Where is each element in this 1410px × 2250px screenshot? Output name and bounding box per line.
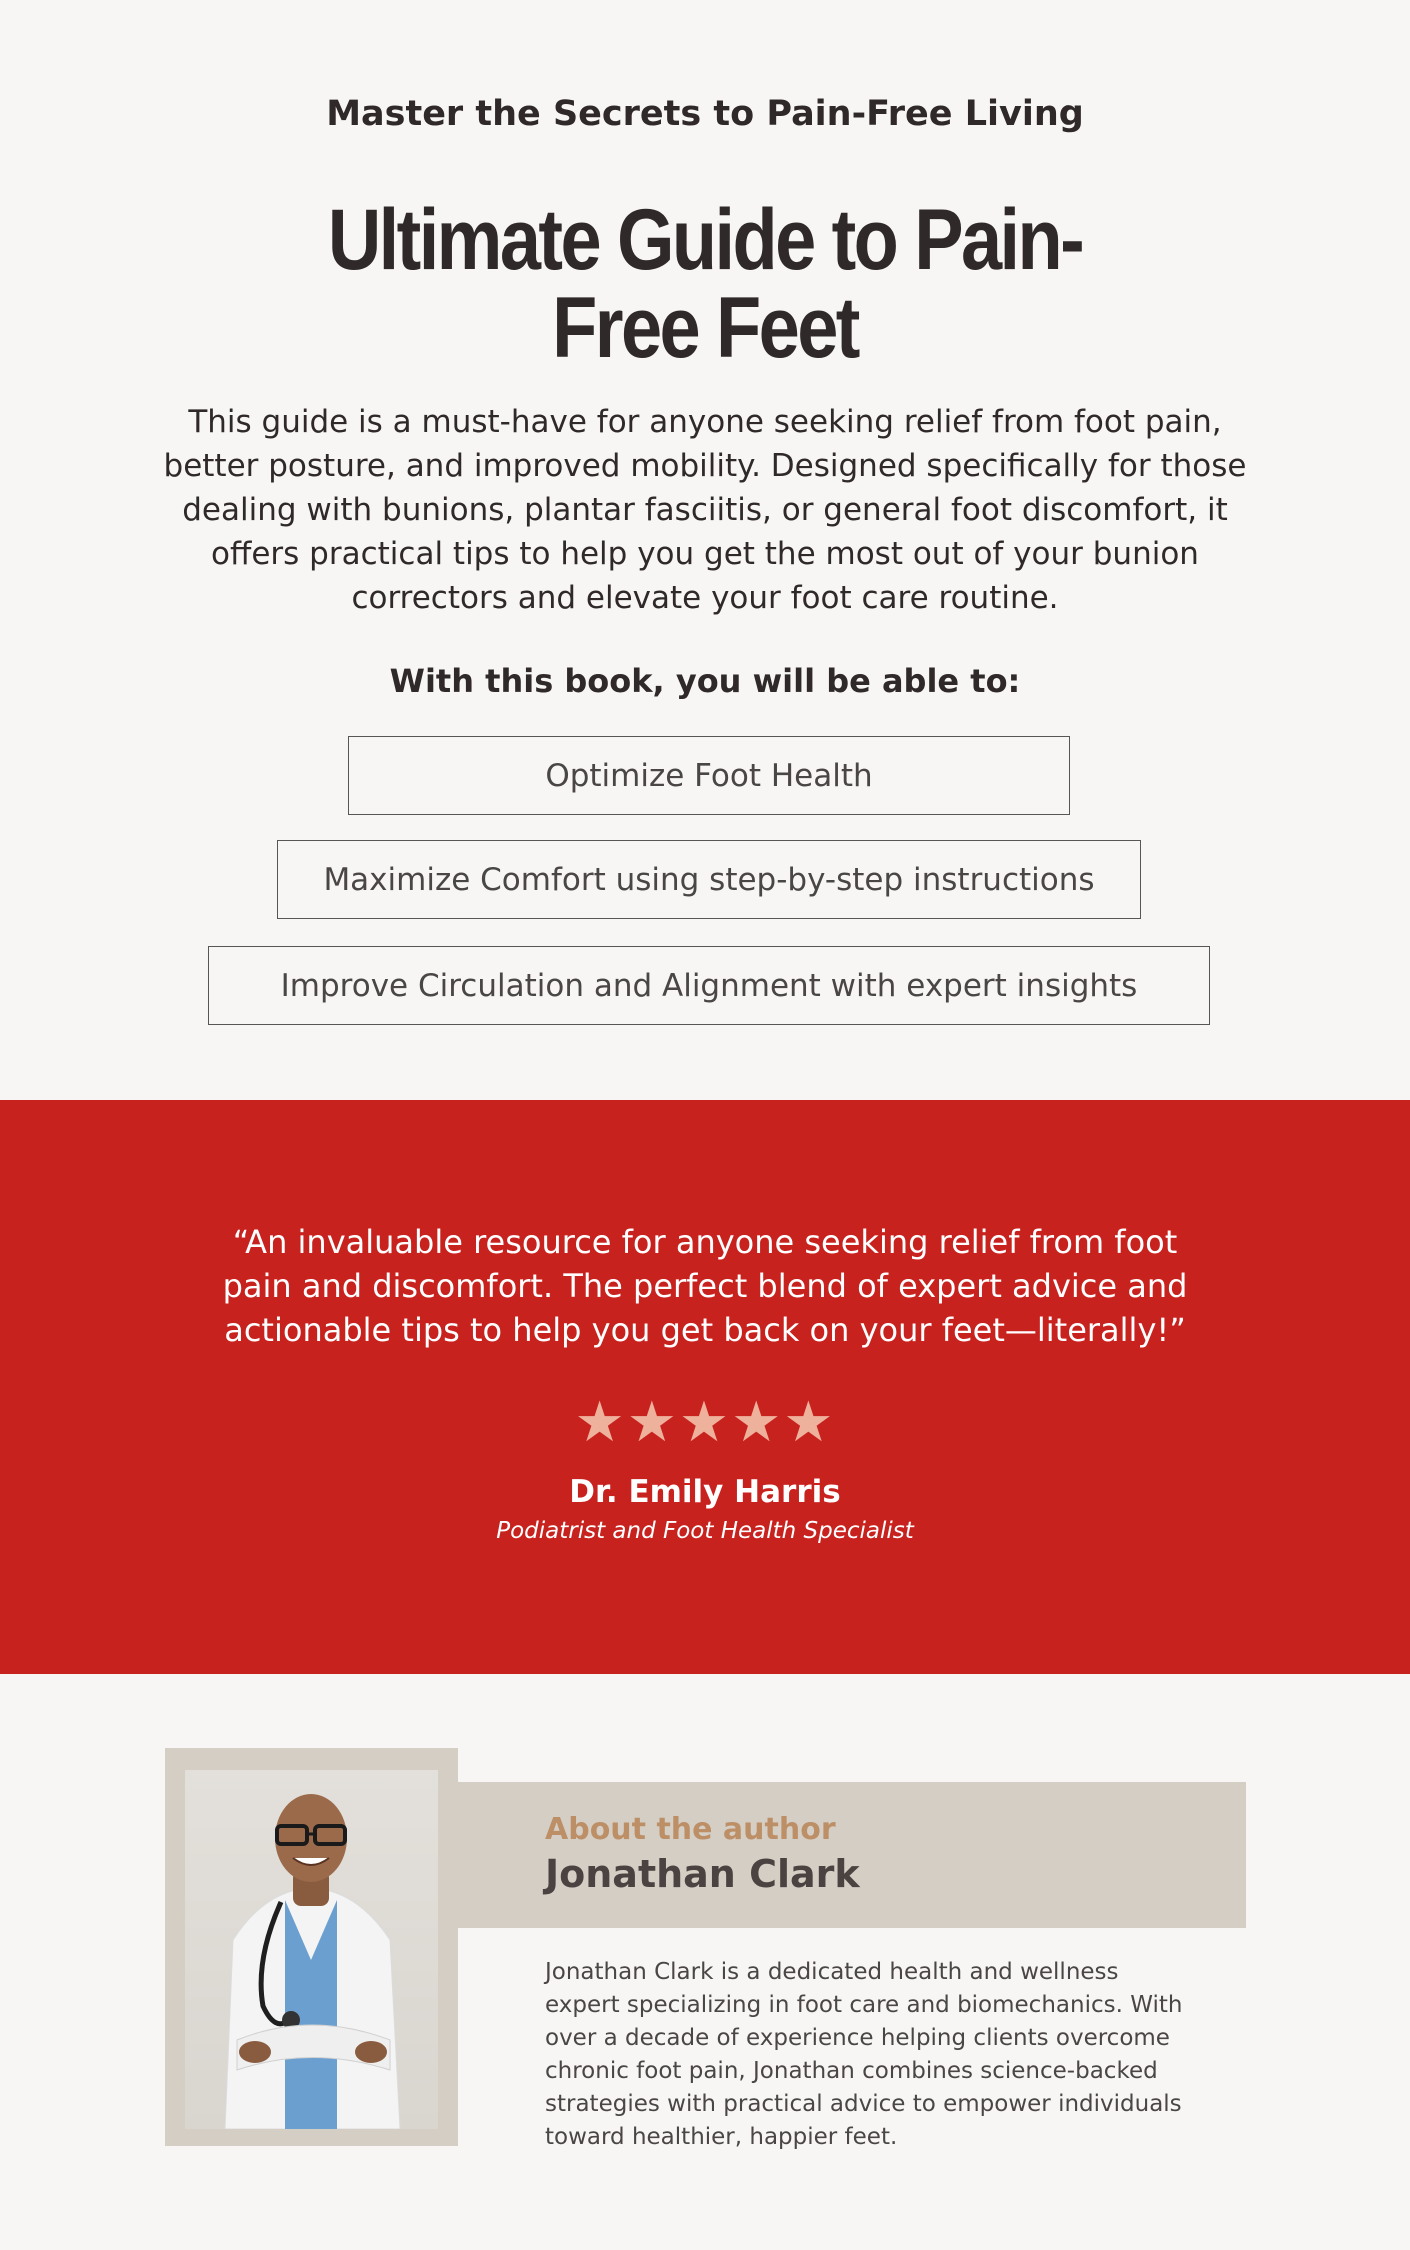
hero-section xyxy=(0,0,1410,1100)
benefit-label: Maximize Comfort using step-by-step instructions xyxy=(323,861,1095,898)
reviewer-name: Dr. Emily Harris xyxy=(569,1474,841,1510)
testimonial-section xyxy=(0,1100,1410,1674)
benefit-box xyxy=(277,840,1141,919)
benefit-label: Improve Circulation and Alignment with expert insights xyxy=(280,967,1138,1004)
author-portrait-illustration xyxy=(185,1770,438,2129)
benefits-lead: With this book, you will be able to: xyxy=(389,662,1021,700)
benefit-label: Optimize Foot Health xyxy=(545,757,873,794)
author-photo xyxy=(185,1770,438,2129)
hero-intro: This guide is a must-have for anyone seeking relief from foot pain, better posture, and improved mobility. Designed specifically for those dealing with bunions, plantar fasciitis, or general foot discomfort, it offers practical tips to help you get the most out of your bunion correctors and elevate your foot care routine. xyxy=(163,404,1247,616)
author-bio: Jonathan Clark is a dedicated health and wellness expert specializing in foot care and biomechanics. With over a decade of experience helping clients overcome chronic foot pain, Jonathan combines science-backed strategies with practical advice to empower individuals toward healthier, happier feet. xyxy=(545,1959,1183,2150)
hero-eyebrow: Master the Secrets to Pain-Free Living xyxy=(326,94,1084,134)
author-name: Jonathan Clark xyxy=(545,1852,860,1896)
star-rating: ★★★★★ xyxy=(574,1390,836,1455)
author-photo-frame xyxy=(165,1748,458,2146)
testimonial-quote: “An invaluable resource for anyone seeking relief from foot pain and discomfort. The perfect blend of expert advice and actionable tips to help you get back on your feet—literally!” xyxy=(222,1223,1188,1349)
reviewer-role: Podiatrist and Foot Health Specialist xyxy=(496,1518,914,1544)
benefit-box xyxy=(208,946,1210,1025)
benefit-box xyxy=(348,736,1070,815)
author-eyebrow: About the author xyxy=(545,1812,836,1847)
page-title: Ultimate Guide to Pain-Free Feet xyxy=(327,192,1083,376)
